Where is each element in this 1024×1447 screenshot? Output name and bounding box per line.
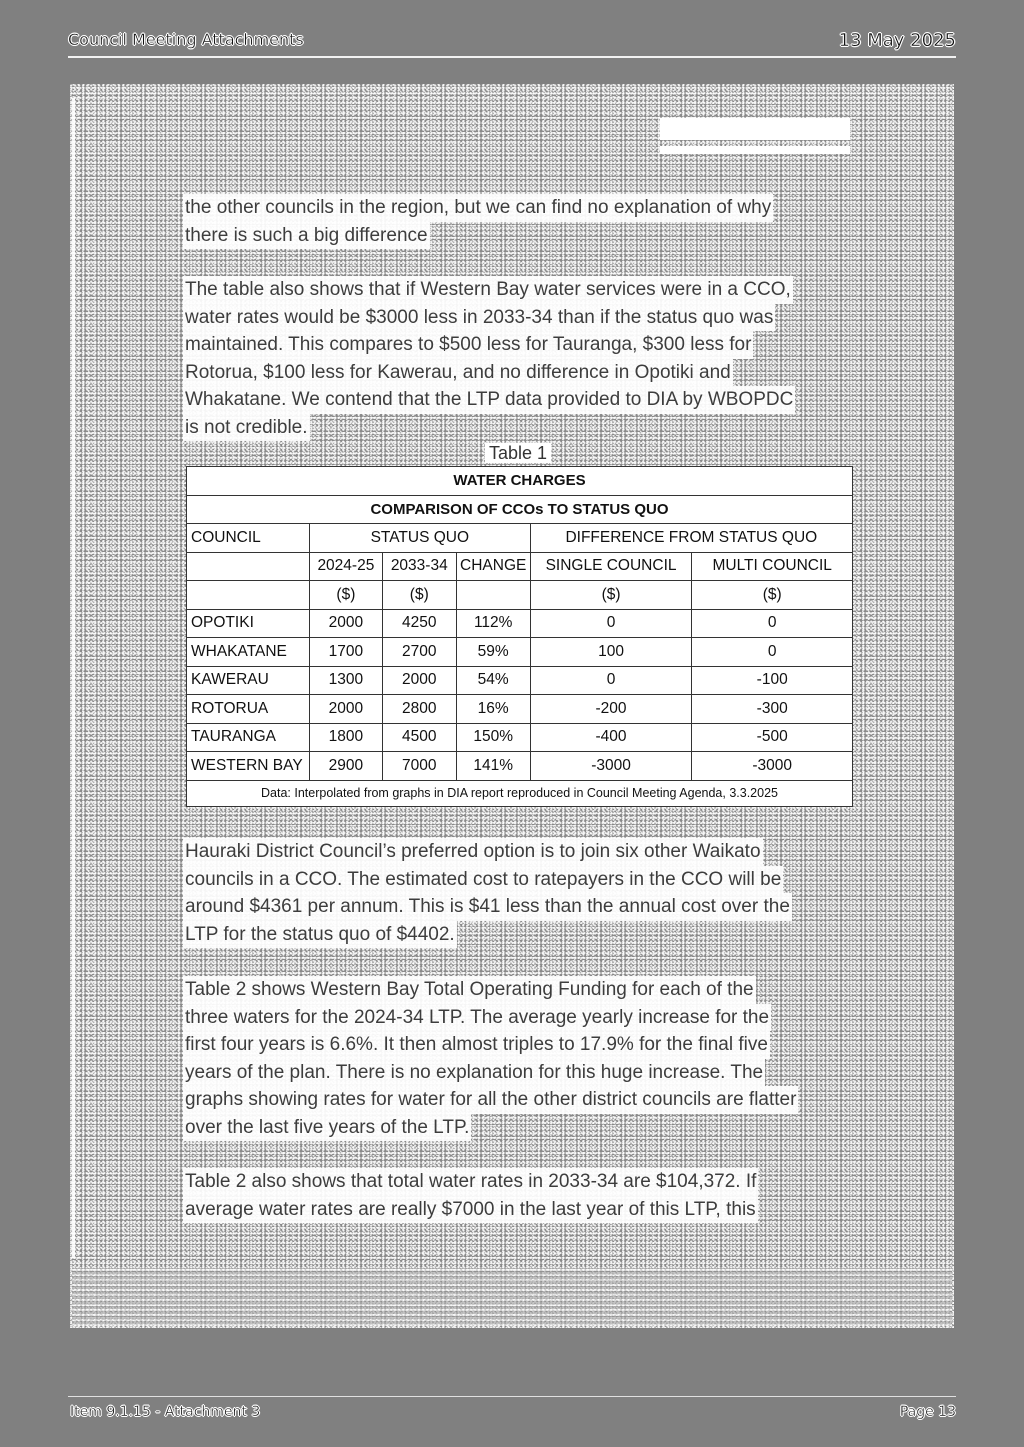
value-2024-25: 1800 [309, 723, 382, 752]
value-2024-25: 2900 [309, 752, 382, 781]
council-name: ROTORUA [187, 695, 310, 724]
header-status-quo: STATUS QUO [309, 524, 530, 553]
value-2024-25: 1700 [309, 638, 382, 667]
page-edge [72, 98, 75, 1258]
value-change: 54% [456, 666, 530, 695]
table-row [187, 695, 853, 724]
unit-cell [456, 581, 530, 610]
header-title: Council Meeting Attachments [68, 30, 304, 49]
council-name: WHAKATANE [187, 638, 310, 667]
header-blank [187, 552, 310, 581]
value-multi: -100 [692, 666, 853, 695]
council-name: OPOTIKI [187, 609, 310, 638]
council-name: KAWERAU [187, 666, 310, 695]
value-single: 0 [530, 666, 692, 695]
table-row [187, 638, 853, 667]
text-line: over the last five years of the LTP. [183, 1114, 471, 1142]
text-line: is not credible. [183, 414, 310, 442]
text-line: Rotorua, $100 less for Kawerau, and no difference in Opotiki and [183, 359, 733, 387]
header-2033-34: 2033-34 [382, 552, 456, 581]
text-line: Table 2 shows Western Bay Total Operating Funding for each of the [183, 976, 756, 1004]
value-multi: -3000 [692, 752, 853, 781]
unit-cell: ($) [309, 581, 382, 610]
redacted-stamp-underline [660, 146, 850, 154]
text-line: LTP for the status quo of $4402. [183, 921, 457, 949]
value-2033-34: 4500 [382, 723, 456, 752]
text-line: The table also shows that if Western Bay water services were in a CCO, [183, 276, 793, 304]
value-single: 100 [530, 638, 692, 667]
table-title: WATER CHARGES [187, 467, 853, 496]
paragraph-3 [183, 838, 855, 948]
text-line: years of the plan. There is no explanation for this huge increase. The [183, 1059, 765, 1087]
unit-cell: ($) [530, 581, 692, 610]
unit-cell: ($) [382, 581, 456, 610]
text-line: there is such a big difference [183, 222, 430, 250]
water-charges-table [186, 466, 853, 807]
value-2033-34: 2000 [382, 666, 456, 695]
value-single: 0 [530, 609, 692, 638]
value-change: 141% [456, 752, 530, 781]
table-row [187, 666, 853, 695]
value-multi: -500 [692, 723, 853, 752]
text-line: graphs showing rates for water for all the other district councils are flatter [183, 1086, 798, 1114]
value-change: 16% [456, 695, 530, 724]
value-2024-25: 2000 [309, 695, 382, 724]
header-difference: DIFFERENCE FROM STATUS QUO [530, 524, 852, 553]
value-2033-34: 4250 [382, 609, 456, 638]
table-row [187, 609, 853, 638]
header-single-council: SINGLE COUNCIL [530, 552, 692, 581]
unit-cell: ($) [692, 581, 853, 610]
value-multi: 0 [692, 638, 853, 667]
text-line: water rates would be $3000 less in 2033-34 than if the status quo was [183, 304, 775, 332]
page-header [68, 30, 956, 58]
table-source-note: Data: Interpolated from graphs in DIA report reproduced in Council Meeting Agenda, 3.3.2025 [187, 780, 853, 806]
value-2024-25: 2000 [309, 609, 382, 638]
table-subtitle: COMPARISON OF CCOs TO STATUS QUO [187, 495, 853, 524]
table-row [187, 723, 853, 752]
unit-blank [187, 581, 310, 610]
value-change: 59% [456, 638, 530, 667]
paragraph-5 [183, 1168, 855, 1223]
council-name: WESTERN BAY [187, 752, 310, 781]
footer-item: Item 9.1.15 - Attachment 3 [70, 1404, 261, 1420]
text-line: Hauraki District Council’s preferred option is to join six other Waikato [183, 838, 763, 866]
value-single: -3000 [530, 752, 692, 781]
redacted-stamp [660, 118, 850, 140]
text-line: first four years is 6.6%. It then almost triples to 17.9% for the final five [183, 1031, 770, 1059]
value-change: 150% [456, 723, 530, 752]
text-line: maintained. This compares to $500 less for Tauranga, $300 less for [183, 331, 753, 359]
scan-noise-band [72, 1268, 952, 1326]
header-multi-council: MULTI COUNCIL [692, 552, 853, 581]
text-line: the other councils in the region, but we can find no explanation of why [183, 194, 773, 222]
value-single: -400 [530, 723, 692, 752]
council-name: TAURANGA [187, 723, 310, 752]
footer-page-number: Page 13 [899, 1404, 956, 1420]
value-2024-25: 1300 [309, 666, 382, 695]
text-line: councils in a CCO. The estimated cost to ratepayers in the CCO will be [183, 866, 783, 894]
paragraph-2 [183, 276, 855, 441]
value-change: 112% [456, 609, 530, 638]
table-row [187, 752, 853, 781]
page-footer [68, 1396, 956, 1425]
value-2033-34: 2700 [382, 638, 456, 667]
text-line: average water rates are really $7000 in the last year of this LTP, this [183, 1196, 758, 1224]
header-date: 13 May 2025 [838, 30, 956, 51]
paragraph-1 [183, 194, 855, 249]
value-multi: 0 [692, 609, 853, 638]
table-caption: Table 1 [184, 443, 852, 464]
value-2033-34: 2800 [382, 695, 456, 724]
value-multi: -300 [692, 695, 853, 724]
text-line: Table 2 also shows that total water rates in 2033-34 are $104,372. If [183, 1168, 758, 1196]
text-line: around $4361 per annum. This is $41 less than the annual cost over the [183, 893, 792, 921]
text-line: three waters for the 2024-34 LTP. The average yearly increase for the [183, 1004, 771, 1032]
value-single: -200 [530, 695, 692, 724]
value-2033-34: 7000 [382, 752, 456, 781]
header-council: COUNCIL [187, 524, 310, 553]
header-change: CHANGE [456, 552, 530, 581]
header-2024-25: 2024-25 [309, 552, 382, 581]
paragraph-4 [183, 976, 855, 1141]
text-line: Whakatane. We contend that the LTP data provided to DIA by WBOPDC [183, 386, 795, 414]
